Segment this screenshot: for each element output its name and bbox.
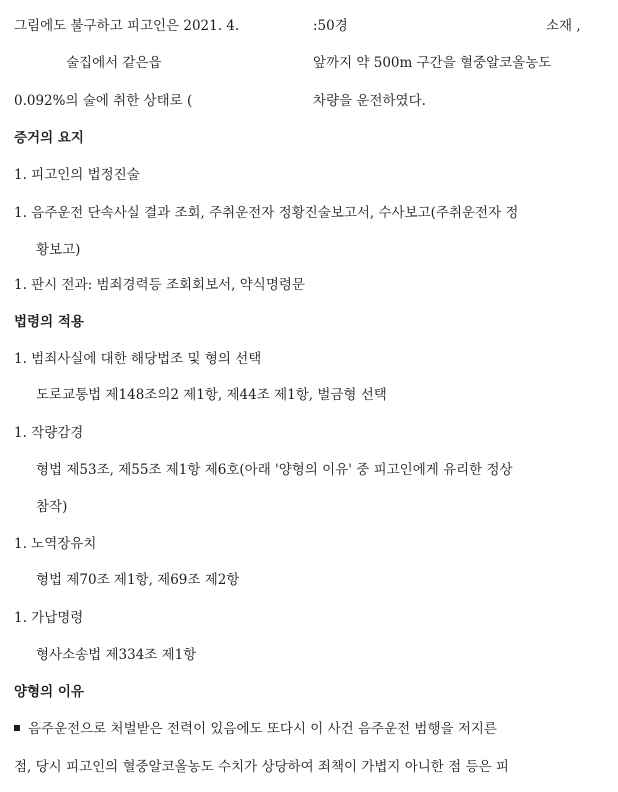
section-heading-evidence: 증거의 요지 bbox=[14, 130, 84, 146]
list-item-detail: 형사소송법 제334조 제1항 bbox=[36, 647, 197, 663]
list-item: 1. 피고인의 법정진술 bbox=[14, 167, 140, 183]
list-item: 1. 범죄사실에 대한 해당법조 및 형의 선택 bbox=[14, 351, 262, 367]
list-item-continuation: 참작) bbox=[36, 499, 68, 515]
text-line: 술집에서 같은읍 bbox=[66, 55, 162, 71]
text-line: 그림에도 불구하고 피고인은 2021. 4. bbox=[14, 18, 240, 34]
paragraph-line: 점, 당시 피고인의 혈중알코올농도 수치가 상당하여 죄책이 가볍지 아니한 점 등은 피 bbox=[14, 759, 509, 775]
list-item: 1. 판시 전과: 범죄경력등 조회회보서, 약식명령문 bbox=[14, 277, 305, 293]
paragraph-text: 음주운전으로 처벌받은 전력이 있음에도 또다시 이 사건 음주운전 범행을 저지른 bbox=[28, 721, 497, 737]
bullet-icon bbox=[14, 725, 20, 731]
text-line: 0.092%의 술에 취한 상태로 ( bbox=[14, 93, 193, 109]
list-item-detail: 형법 제53조, 제55조 제1항 제6호(아래 '양형의 이유' 중 피고인에게 유리한 정상 bbox=[36, 462, 513, 478]
list-item-detail: 형법 제70조 제1항, 제69조 제2항 bbox=[36, 572, 240, 588]
section-heading-sentencing: 양형의 이유 bbox=[14, 684, 84, 700]
list-item: 1. 작량감경 bbox=[14, 425, 84, 441]
section-heading-law: 법령의 적용 bbox=[14, 314, 84, 330]
text-line: 소재 , bbox=[546, 18, 581, 34]
text-line: 앞까지 약 500m 구간을 혈중알코올농도 bbox=[313, 55, 552, 71]
text-line: :50경 bbox=[313, 18, 348, 34]
list-item: 1. 노역장유치 bbox=[14, 536, 97, 552]
list-item: 1. 음주운전 단속사실 결과 조회, 주취운전자 정황진술보고서, 수사보고(주취운전자 정 bbox=[14, 205, 519, 221]
list-item-detail: 도로교통법 제148조의2 제1항, 제44조 제1항, 벌금형 선택 bbox=[36, 387, 387, 403]
list-item: 1. 가납명령 bbox=[14, 610, 84, 626]
paragraph-line bbox=[14, 719, 497, 739]
text-line: 차량을 운전하였다. bbox=[313, 93, 426, 109]
list-item-continuation: 황보고) bbox=[36, 242, 81, 258]
